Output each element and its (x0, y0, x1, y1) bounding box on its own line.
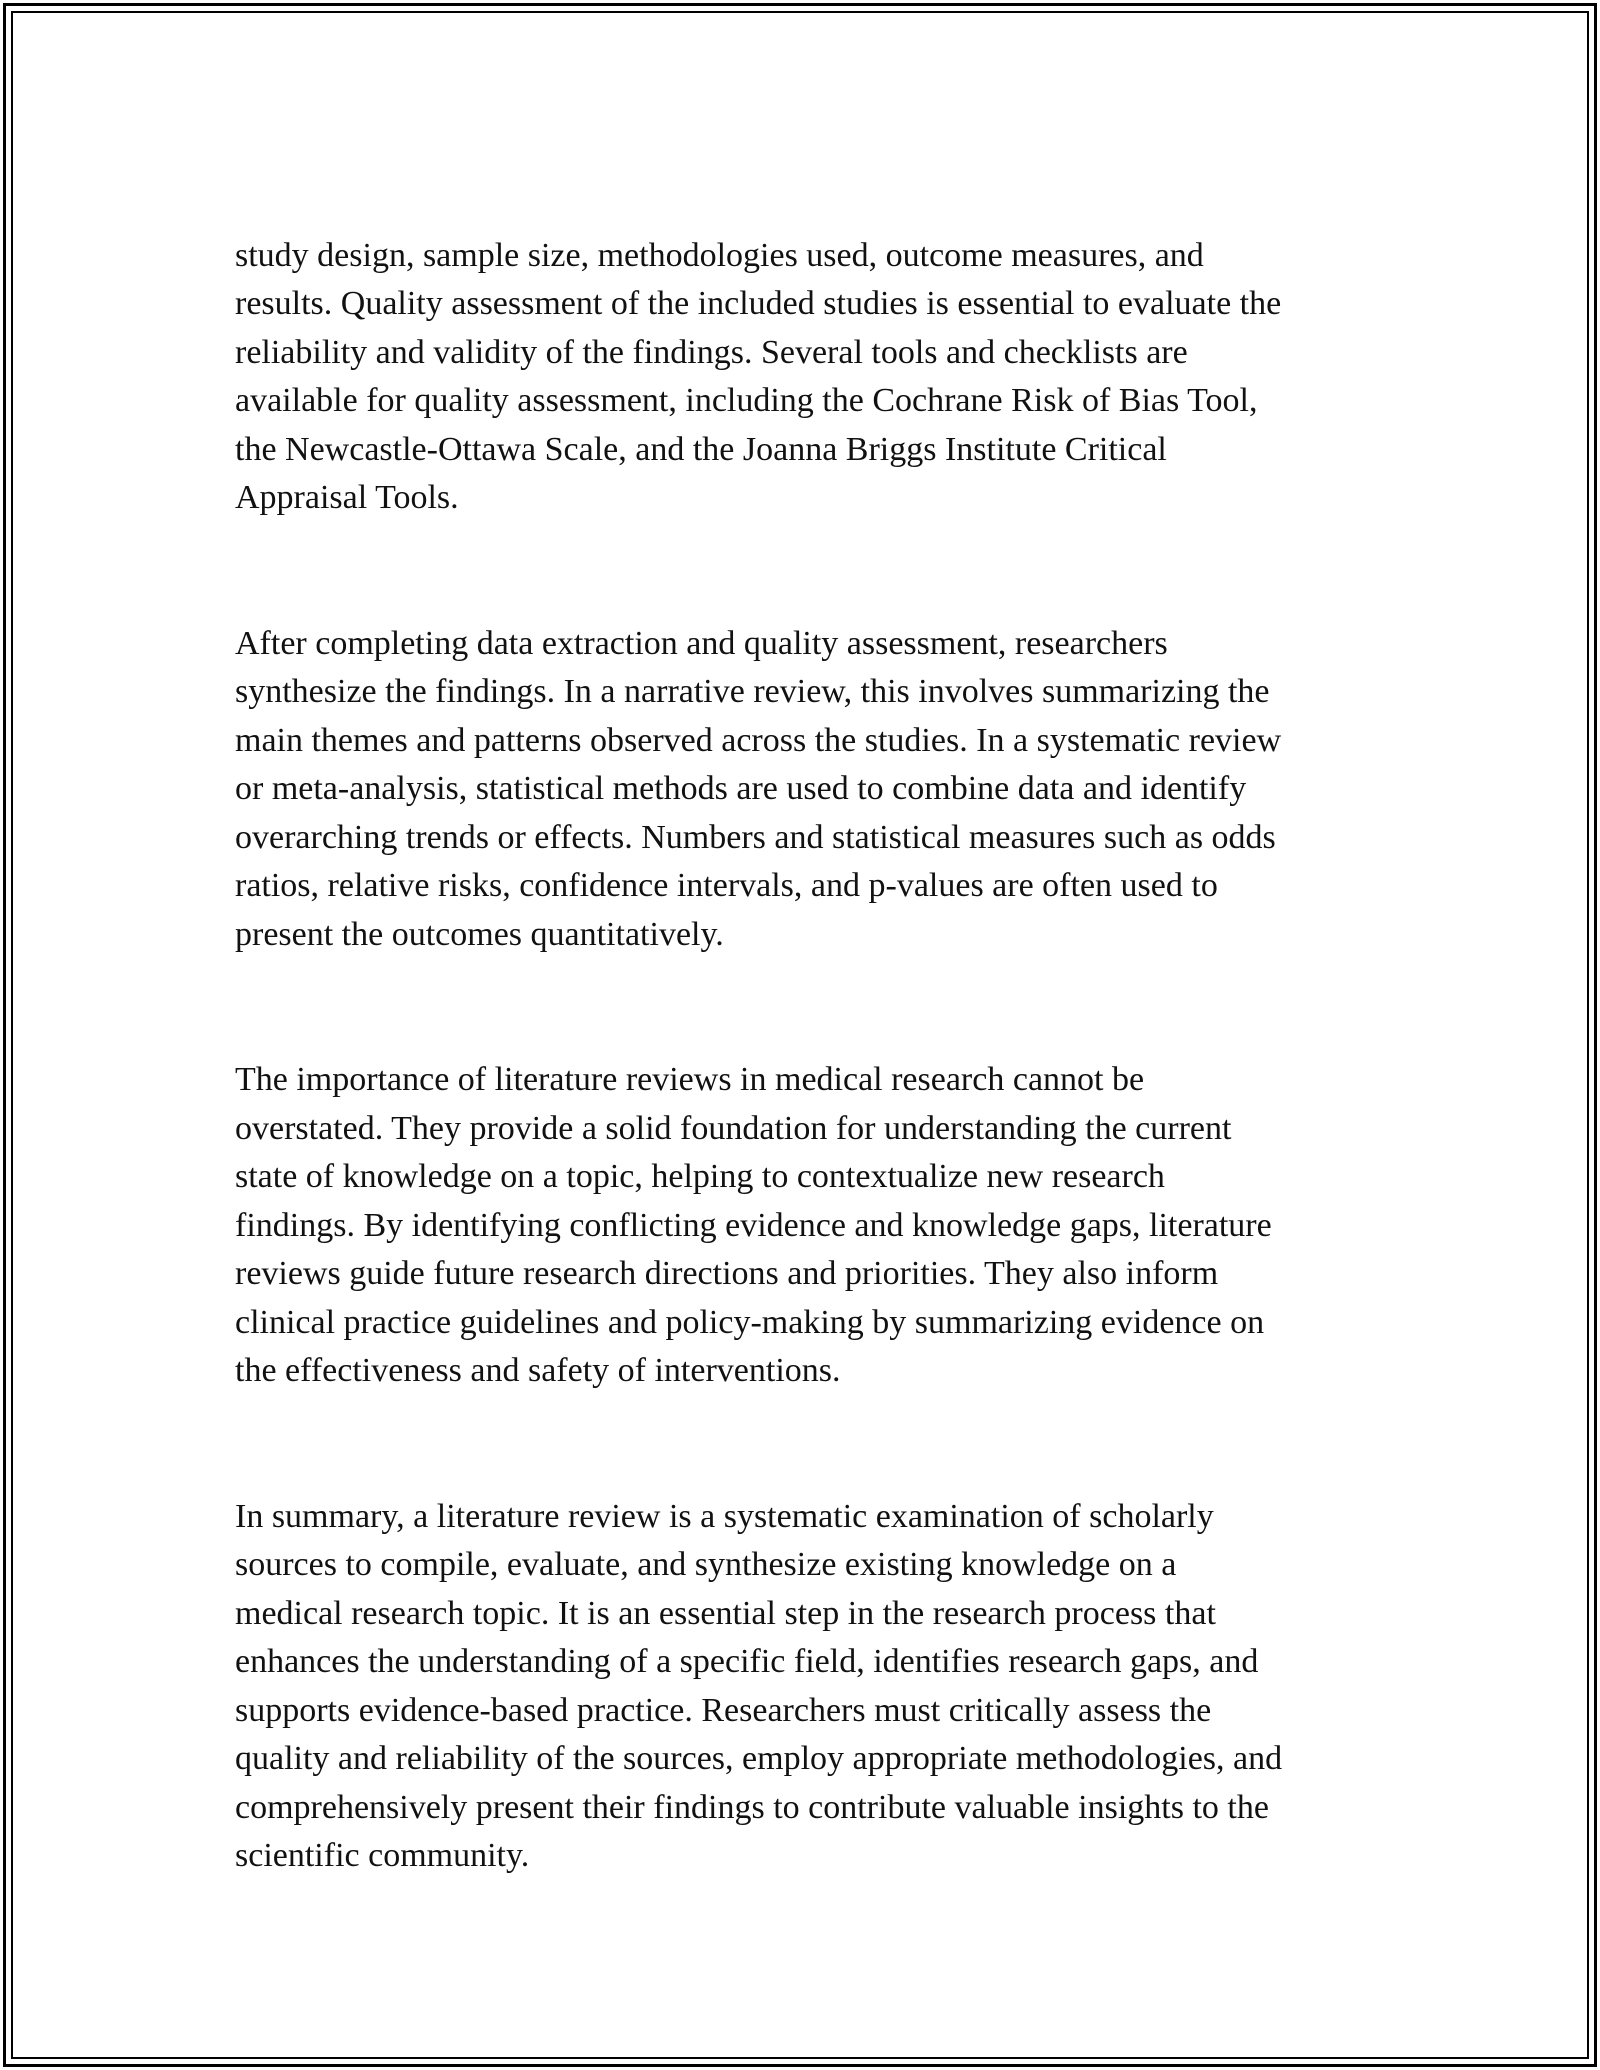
paragraph-summary: In summary, a literature review is a systematic examination of scholarly sources to compile, evaluate, and synthesize existing knowledge on a medical research topic. It is an essential step in the research process that enhances the understanding of a specific field, identifies research gaps, and supports evidence-based practice. Researchers must critically assess the quality and reliability of the sources, employ appropriate methodologies, and comprehensively present their findings to contribute valuable insights to the scientific community. (235, 1497, 1283, 1874)
paragraph-quality-assessment: study design, sample size, methodologies used, outcome measures, and results. Quality assessment of the included studies is essential to evaluate the reliability and validity of the findings. Several tools and checklists are available for quality assessment, including the Cochrane Risk of Bias Tool, the Newcastle-Ottawa Scale, and the Joanna Briggs Institute Critical Appraisal Tools. (235, 236, 1282, 516)
document-body (235, 183, 1375, 1978)
paragraph-synthesis: After completing data extraction and quality assessment, researchers synthesize the findings. In a narrative review, this involves summarizing the main themes and patterns observed across the studies. In a systematic review or meta-analysis, statistical methods are used to combine data and identify overarching trends or effects. Numbers and statistical measures such as odds ratios, relative risks, confidence intervals, and p-values are often used to present the outcomes quantitatively. (235, 624, 1282, 953)
paragraph-importance: The importance of literature reviews in medical research cannot be overstated. They provide a solid foundation for understanding the current state of knowledge on a topic, helping to contextualize new research findings. By identifying conflicting evidence and knowledge gaps, literature reviews guide future research directions and priorities. They also inform clinical practice guidelines and policy-making by summarizing evidence on the effectiveness and safety of interventions. (235, 1061, 1272, 1389)
